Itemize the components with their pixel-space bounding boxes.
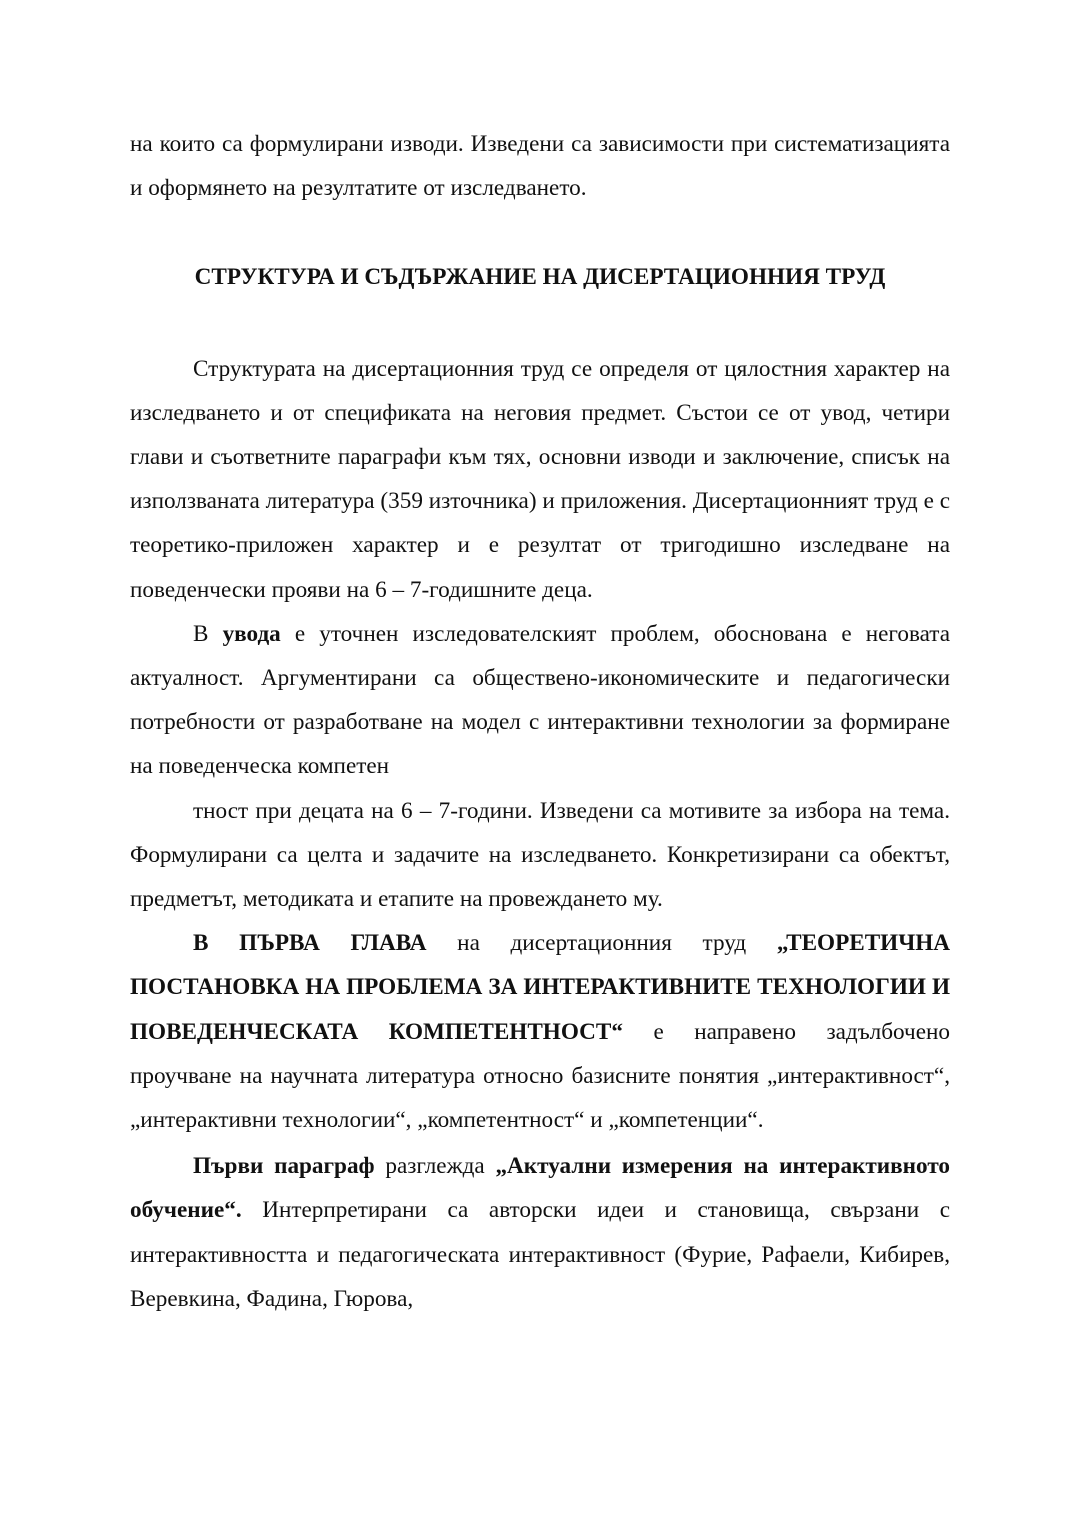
chapter-one-paragraph [130, 921, 950, 1142]
first-paragraph-text-1: разглежда [374, 1153, 496, 1180]
first-paragraph-title: „Актуални измерения на интерактивното обучение“. [130, 1153, 950, 1224]
chapter-one-text-1: на дисертационния труд [426, 930, 777, 957]
section-heading: СТРУКТУРА И СЪДЪРЖАНИЕ НА ДИСЕРТАЦИОННИЯ ТРУД [194, 264, 886, 291]
introduction-text: е уточнен изследователският проблем, обоснована е неговата актуалност. Аргументирани са обществено-икономическите и педагогически потребности от разработване на модел с интерактивни технологии за формиране на поведенческа компетен [130, 620, 950, 780]
first-paragraph-section [130, 1144, 950, 1321]
document-page [130, 122, 950, 1321]
introduction-paragraph [130, 612, 950, 789]
chapter-one-lead: В ПЪРВА ГЛАВА [193, 930, 427, 957]
chapter-one-title: „ТЕОРЕТИЧНА ПОСТАНОВКА НА ПРОБЛЕМА ЗА ИНТЕРАКТИВНИТЕ ТЕХНОЛОГИИ И ПОВЕДЕНЧЕСКАТА КОМПЕТЕНТНОСТ“ [130, 930, 950, 1045]
first-paragraph-text-2: Интерпретирани са авторски идеи и становища, свързани с интерактивността и педагогическата интерактивност (Фурие, Рафаели, Кибирев, Веревкина, Фадина, Гюрова, [130, 1197, 950, 1312]
intro-fragment-paragraph: на които са формулирани изводи. Изведени са зависимости при систематизацията и оформянето на резултатите от изследването. [130, 131, 950, 202]
chapter-one-text-2: е направено задълбочено проучване на научната литература относно базисните понятия „интерактивност“, „интерактивни технологии“, „компетентност“ и „компетенции“. [130, 1018, 951, 1134]
first-paragraph-lead: Първи параграф [193, 1153, 375, 1180]
introduction-lead: В [193, 620, 223, 647]
introduction-bold-term: увода [222, 620, 281, 647]
continuation-paragraph: тност при децата на 6 – 7-години. Изведени са мотивите за избора на тема. Формулирани са целта и задачите на изследването. Конкретизирани са обектът, предметът, методиката и етапите на провеждането му. [130, 797, 950, 913]
structure-paragraph: Структурата на дисертационния труд се определя от цялостния характер на изследването и от спецификата на неговия предмет. Състои се от увод, четири глави и съответните параграфи към тях, основни изводи и заключение, списък на използваната литература (359 източника) и приложения. Дисертационният труд е с теоретико-приложен характер и е резултат от тригодишно изследване на поведенчески прояви на 6 – 7-годишните деца. [130, 355, 950, 603]
